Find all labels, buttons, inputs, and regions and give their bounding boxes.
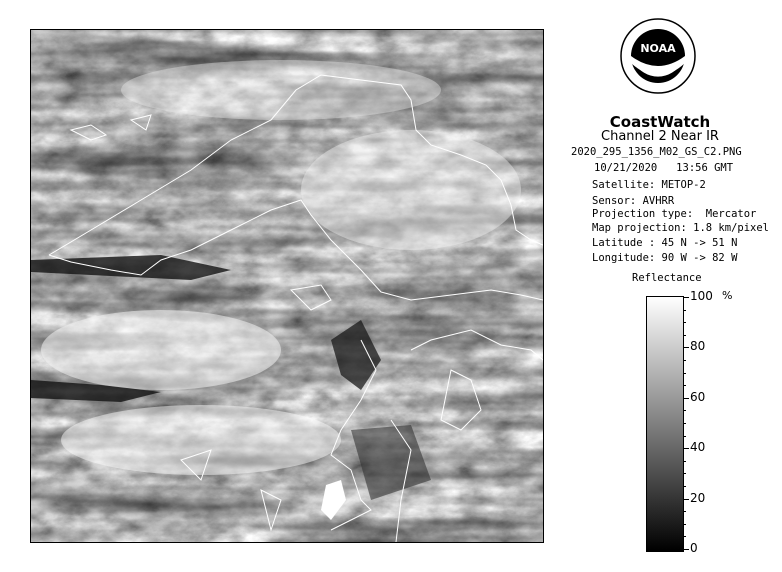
map-projection-label: Map projection: 1.8 km/pixel — [592, 222, 770, 234]
legend-title: Reflectance — [632, 272, 702, 284]
projection-type-label: Projection type: Mercator — [592, 208, 757, 220]
legend-tick-mark — [683, 524, 686, 525]
longitude-label: Longitude: 90 W -> 82 W — [592, 252, 738, 264]
image-filename: 2020_295_1356_M02_GS_C2.PNG — [571, 146, 742, 158]
cloud-patch — [41, 310, 281, 390]
satellite-label: Satellite: METOP-2 — [592, 179, 706, 191]
legend-tick-mark — [683, 347, 689, 348]
cloud-patch — [61, 405, 341, 475]
satellite-image — [30, 29, 544, 543]
legend-tick-label: 40 — [690, 440, 706, 455]
legend-tick-mark — [683, 423, 686, 424]
sensor-label: Sensor: AVHRR — [592, 195, 675, 207]
channel-subtitle: Channel 2 Near IR — [601, 129, 719, 144]
legend-tick-mark — [683, 398, 689, 399]
legend-tick-label: 100 — [690, 289, 713, 303]
legend-tick-label: 0 — [690, 541, 698, 555]
cloud-patch — [301, 130, 521, 250]
legend-tick-mark — [683, 473, 686, 474]
reflectance-scale-bar — [646, 296, 684, 552]
legend-tick-label: 60 — [690, 389, 706, 404]
legend-unit: % — [722, 289, 733, 302]
legend-tick-mark — [683, 448, 689, 449]
legend-tick-mark — [683, 335, 686, 336]
latitude-label: Latitude : 45 N -> 51 N — [592, 237, 738, 249]
product-title: CoastWatch — [609, 113, 711, 131]
logo-text: NOAA — [640, 42, 676, 55]
legend-tick-mark — [683, 385, 686, 386]
legend-tick-mark — [683, 549, 689, 550]
legend-tick-mark — [683, 486, 686, 487]
legend-tick-mark — [683, 511, 686, 512]
legend-tick-label: 80 — [690, 339, 706, 354]
legend-tick-mark — [683, 436, 686, 437]
legend-tick-mark — [683, 322, 686, 323]
legend-tick-mark — [683, 360, 686, 361]
legend-tick-mark — [683, 461, 686, 462]
acquisition-datetime: 10/21/2020 13:56 GMT — [594, 162, 734, 174]
legend-tick-mark — [683, 373, 686, 374]
legend-tick-mark — [683, 410, 686, 411]
legend-tick-mark — [683, 536, 686, 537]
noaa-logo — [620, 18, 696, 94]
legend-tick-label: 20 — [690, 490, 706, 505]
cloud-patch — [121, 60, 441, 120]
legend-tick-mark — [683, 297, 689, 298]
legend-tick-mark — [683, 310, 686, 311]
satellite-imagery-svg — [31, 30, 543, 542]
legend-tick-mark — [683, 499, 689, 500]
